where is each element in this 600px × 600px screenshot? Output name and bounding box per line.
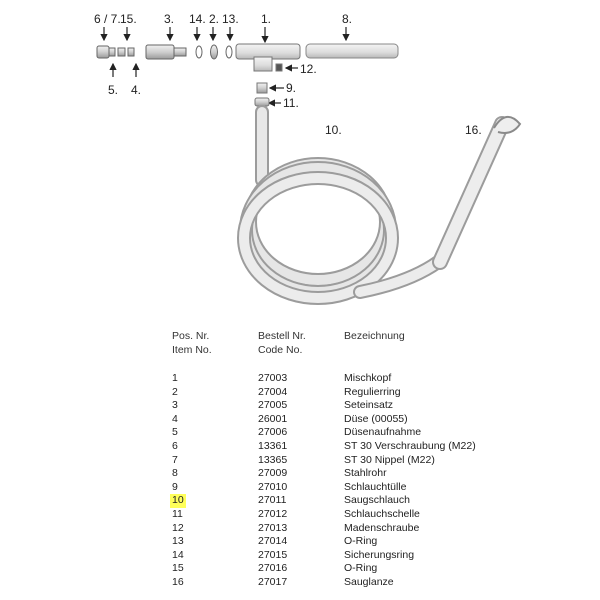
cell-desc: Mischkopf <box>344 372 392 384</box>
callout-8: 8. <box>342 12 353 26</box>
steel-tube <box>306 44 398 58</box>
table-row <box>172 562 492 576</box>
cell-code: 27010 <box>258 480 288 493</box>
suction-lance <box>440 117 520 262</box>
cell-code: 27004 <box>258 385 288 398</box>
table-row <box>172 481 492 495</box>
table-row <box>172 454 492 468</box>
cell-code: 13365 <box>258 453 288 466</box>
cell-desc: Stahlrohr <box>344 467 387 480</box>
cell-code: 27017 <box>258 575 288 588</box>
table-row <box>172 399 492 413</box>
cell-desc: Sicherungsring <box>344 548 415 561</box>
table-row <box>172 426 492 440</box>
cell-pos: 16 <box>172 575 184 588</box>
cell-desc: ST 30 Verschraubung (M22) <box>344 439 476 452</box>
cell-code: 27014 <box>258 535 288 548</box>
cell-pos: 8 <box>172 467 178 480</box>
cell-desc: O-Ring <box>344 535 378 548</box>
cell-desc: Schlauchtülle <box>344 480 407 493</box>
cell-desc: O-Ring <box>344 562 378 575</box>
cell-desc: Schlauchschelle <box>344 507 420 520</box>
table-row <box>172 508 492 522</box>
callout-1: 1. <box>261 12 272 26</box>
cell-code: 27015 <box>258 548 288 561</box>
table-row <box>172 549 492 563</box>
table-row <box>172 535 492 549</box>
cell-pos: 2 <box>172 385 178 398</box>
cell-pos: 14 <box>172 548 184 561</box>
table-row <box>172 413 492 427</box>
callout-3: 3. <box>164 12 175 26</box>
cell-pos: 12 <box>172 521 184 534</box>
cell-code: 13361 <box>258 439 288 452</box>
cell-pos: 10 <box>172 494 184 507</box>
mixing-head <box>236 44 300 71</box>
table-row <box>172 467 492 481</box>
cell-pos: 15 <box>172 562 184 575</box>
cell-code: 27011 <box>258 494 287 507</box>
cell-desc: Sauglanze <box>344 575 394 588</box>
callout-13: 13. <box>222 12 239 26</box>
callout-2: 2. <box>209 12 220 26</box>
cell-desc: ST 30 Nippel (M22) <box>344 453 435 466</box>
table-row <box>172 494 492 508</box>
cell-pos: 11 <box>172 507 183 520</box>
cell-pos: 7 <box>172 453 178 466</box>
cell-desc: Saugschlauch <box>344 494 410 507</box>
cell-code: 27003 <box>258 372 288 384</box>
callout-6-7: 6 / 7. <box>94 12 121 26</box>
cell-desc: Seteinsatz <box>344 399 394 412</box>
hose-tail <box>255 83 269 106</box>
parts-rows <box>172 372 492 590</box>
table-row <box>172 372 492 386</box>
fitting-parts <box>97 45 232 59</box>
cell-code: 27005 <box>258 399 288 412</box>
header-pos <box>172 330 212 357</box>
table-row <box>172 522 492 536</box>
cell-pos: 13 <box>172 535 184 548</box>
cell-code: 27016 <box>258 562 288 575</box>
cell-code: 26001 <box>258 412 288 425</box>
cell-code: 27009 <box>258 467 288 480</box>
callout-10: 10. <box>325 123 342 137</box>
cell-code: 27013 <box>258 521 288 534</box>
cell-pos: 1 <box>172 372 178 384</box>
cell-desc: Regulierring <box>344 385 401 398</box>
callout-5: 5. <box>108 83 119 97</box>
callout-15: 15. <box>120 12 137 26</box>
callout-16: 16. <box>465 123 482 137</box>
cell-desc: Madenschraube <box>344 521 420 534</box>
callout-12: 12. <box>300 62 317 76</box>
table-row <box>172 576 492 590</box>
cell-pos: 6 <box>172 439 178 452</box>
callout-4: 4. <box>131 83 142 97</box>
header-code <box>258 330 306 357</box>
table-row <box>172 386 492 400</box>
header-pos-de: Pos. Nr. <box>172 330 210 342</box>
cell-desc: Düse (00055) <box>344 412 408 425</box>
cell-code: 27012 <box>258 507 288 520</box>
cell-code: 27006 <box>258 426 288 439</box>
suction-hose <box>244 112 438 298</box>
cell-pos: 3 <box>172 399 178 412</box>
cell-pos: 4 <box>172 412 178 425</box>
header-code-en: Code No. <box>258 343 303 356</box>
callout-11: 11. <box>283 96 299 110</box>
header-pos-en: Item No. <box>172 343 212 356</box>
cell-desc: Düsenaufnahme <box>344 426 422 439</box>
table-row <box>172 440 492 454</box>
header-desc <box>344 330 405 344</box>
cell-pos: 5 <box>172 426 178 439</box>
header-code-de: Bestell Nr. <box>258 330 306 342</box>
callout-14: 14. <box>189 12 206 26</box>
cell-pos: 9 <box>172 480 178 493</box>
callout-9: 9. <box>286 81 297 95</box>
header-desc-de: Bezeichnung <box>344 330 405 342</box>
